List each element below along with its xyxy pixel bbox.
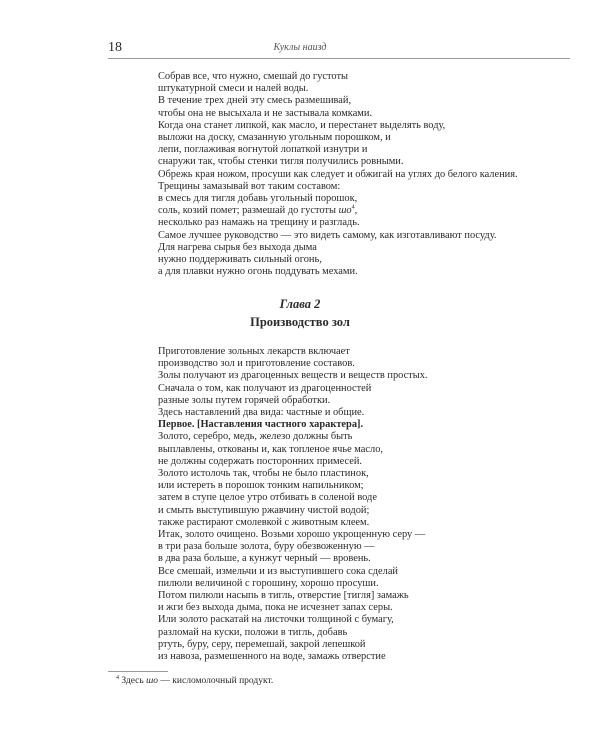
text-line: Итак, золото очищено. Возьми хорошо укрощенную серу —: [158, 529, 426, 541]
text-line: Трещины замазывай вот таким составом:: [158, 180, 341, 192]
text-line: выложи на доску, смазанную угольным порошком, и: [158, 132, 391, 144]
text-line: Собрав все, что нужно, смешай до густоты: [158, 71, 348, 82]
running-head: Куклы наизд: [273, 42, 327, 53]
text-line: Сначала о том, как получают из драгоценностей: [158, 382, 372, 394]
header-rule: [108, 58, 570, 59]
text-line: затем в ступе целое утро отбивать в соленой воде: [158, 492, 377, 504]
footnote: [116, 676, 273, 686]
text-line: и жги без выхода дыма, пока не исчезнет запах серы.: [158, 602, 393, 614]
chapter-title: Глава 2: [279, 297, 321, 311]
text-line: не должны содержать посторонних примесей.: [158, 455, 362, 467]
text-line: Потом пилюли насыпь в тигль, отверстие [тигля] замажь: [158, 590, 409, 602]
text-line: разные золы путем горячей обработки.: [158, 394, 331, 406]
text-block-2: [158, 346, 560, 663]
text-line: производство зол и приготовление составов.: [158, 358, 355, 370]
text-line-start: соль, козий помет; размешай до густоты: [158, 205, 336, 217]
text-line: и смыть выступившую ржавчину чистой водой;: [158, 504, 370, 516]
text-line: Для нагрева сырья без выхода дыма: [158, 241, 317, 253]
text-line: несколько раз намажь на трещину и разгладь.: [158, 217, 360, 229]
text-line: Самое лучшее руководство — это видеть самому, как изготавливают посуду.: [158, 229, 497, 241]
text-line: в три раза больше золота, буру обезвоженную —: [158, 541, 375, 553]
text-line: также растирают смолевкой с животным клеем.: [158, 516, 370, 528]
text-line: а для плавки нужно огонь поддувать мехами.: [158, 266, 358, 278]
text-line: Золото истолочь так, чтобы не было пластинок,: [158, 468, 369, 480]
text-line: выплавлены, откованы и, как топленое ячье масло,: [158, 443, 383, 455]
footnote-rule: [108, 671, 168, 672]
page-number: 18: [108, 40, 122, 55]
footnote-mark[interactable]: 4: [351, 204, 355, 211]
text-line: Или золото раскатай на листочки толщиной с бумагу,: [158, 614, 394, 626]
text-line: Здесь наставлений два вида: частные и общие.: [158, 407, 365, 419]
text-line: Все смешай, измельчи и из выступившего сока сделай: [158, 565, 398, 577]
footnote-term: шо: [146, 676, 159, 686]
sho-term: шо: [338, 205, 352, 217]
text-line: разломай на куски, положи в тигль, добавь: [158, 626, 348, 638]
text-line: чтобы она не высыхала и не застывала комками.: [158, 107, 373, 119]
text-line: Когда она станет липкой, как масло, и перестанет выделять воду,: [158, 119, 446, 131]
text-line: снаружи так, чтобы стенки тигля получились ровными.: [158, 156, 404, 168]
text-line: Обрежь края ножом, просуши как следует и обжигай на углях до белого каления.: [158, 168, 518, 180]
text-line: в смесь для тигля добавь угольный порошок,: [158, 193, 358, 205]
text-line: Золы получают из драгоценных веществ и веществ простых.: [158, 370, 428, 382]
text-line: или истереть в порошок тонким напильником;: [158, 480, 364, 492]
chapter-subtitle: Производство зол: [250, 315, 350, 329]
text-line: ртуть, буру, серу, перемешай, закрой лепешкой: [158, 638, 366, 650]
text-line: лепи, поглаживая вогнутой лопаткой изнутри и: [158, 144, 368, 156]
text-line-with-footnote: соль, козий помет; размешай до густоты $шо^4$,: [158, 204, 358, 217]
footnote-number: 4: [116, 674, 119, 681]
text-block-1: [158, 71, 560, 278]
text-line: в два раза больше, а кунжут черный — вровень.: [158, 553, 371, 565]
text-line: Золото, серебро, медь, железо должны быть: [158, 431, 353, 443]
section-heading: Первое. [Наставления частного характера].: [158, 419, 364, 431]
text-line: из навоза, размешенного на воде, замажь отверстие: [158, 651, 386, 663]
text-line: пилюли величиной с горошину, хорошо просуши.: [158, 577, 379, 589]
footnote-text: — кисломолочный продукт.: [160, 676, 274, 686]
text-line: штукатурной смеси и налей воды.: [158, 83, 309, 95]
text-line: В течение трех дней эту смесь размешивай,: [158, 95, 352, 107]
footnote-prefix: Здесь: [121, 676, 144, 686]
text-line: Приготовление зольных лекарств включает: [158, 346, 350, 357]
text-line: нужно поддерживать сильный огонь,: [158, 254, 322, 266]
